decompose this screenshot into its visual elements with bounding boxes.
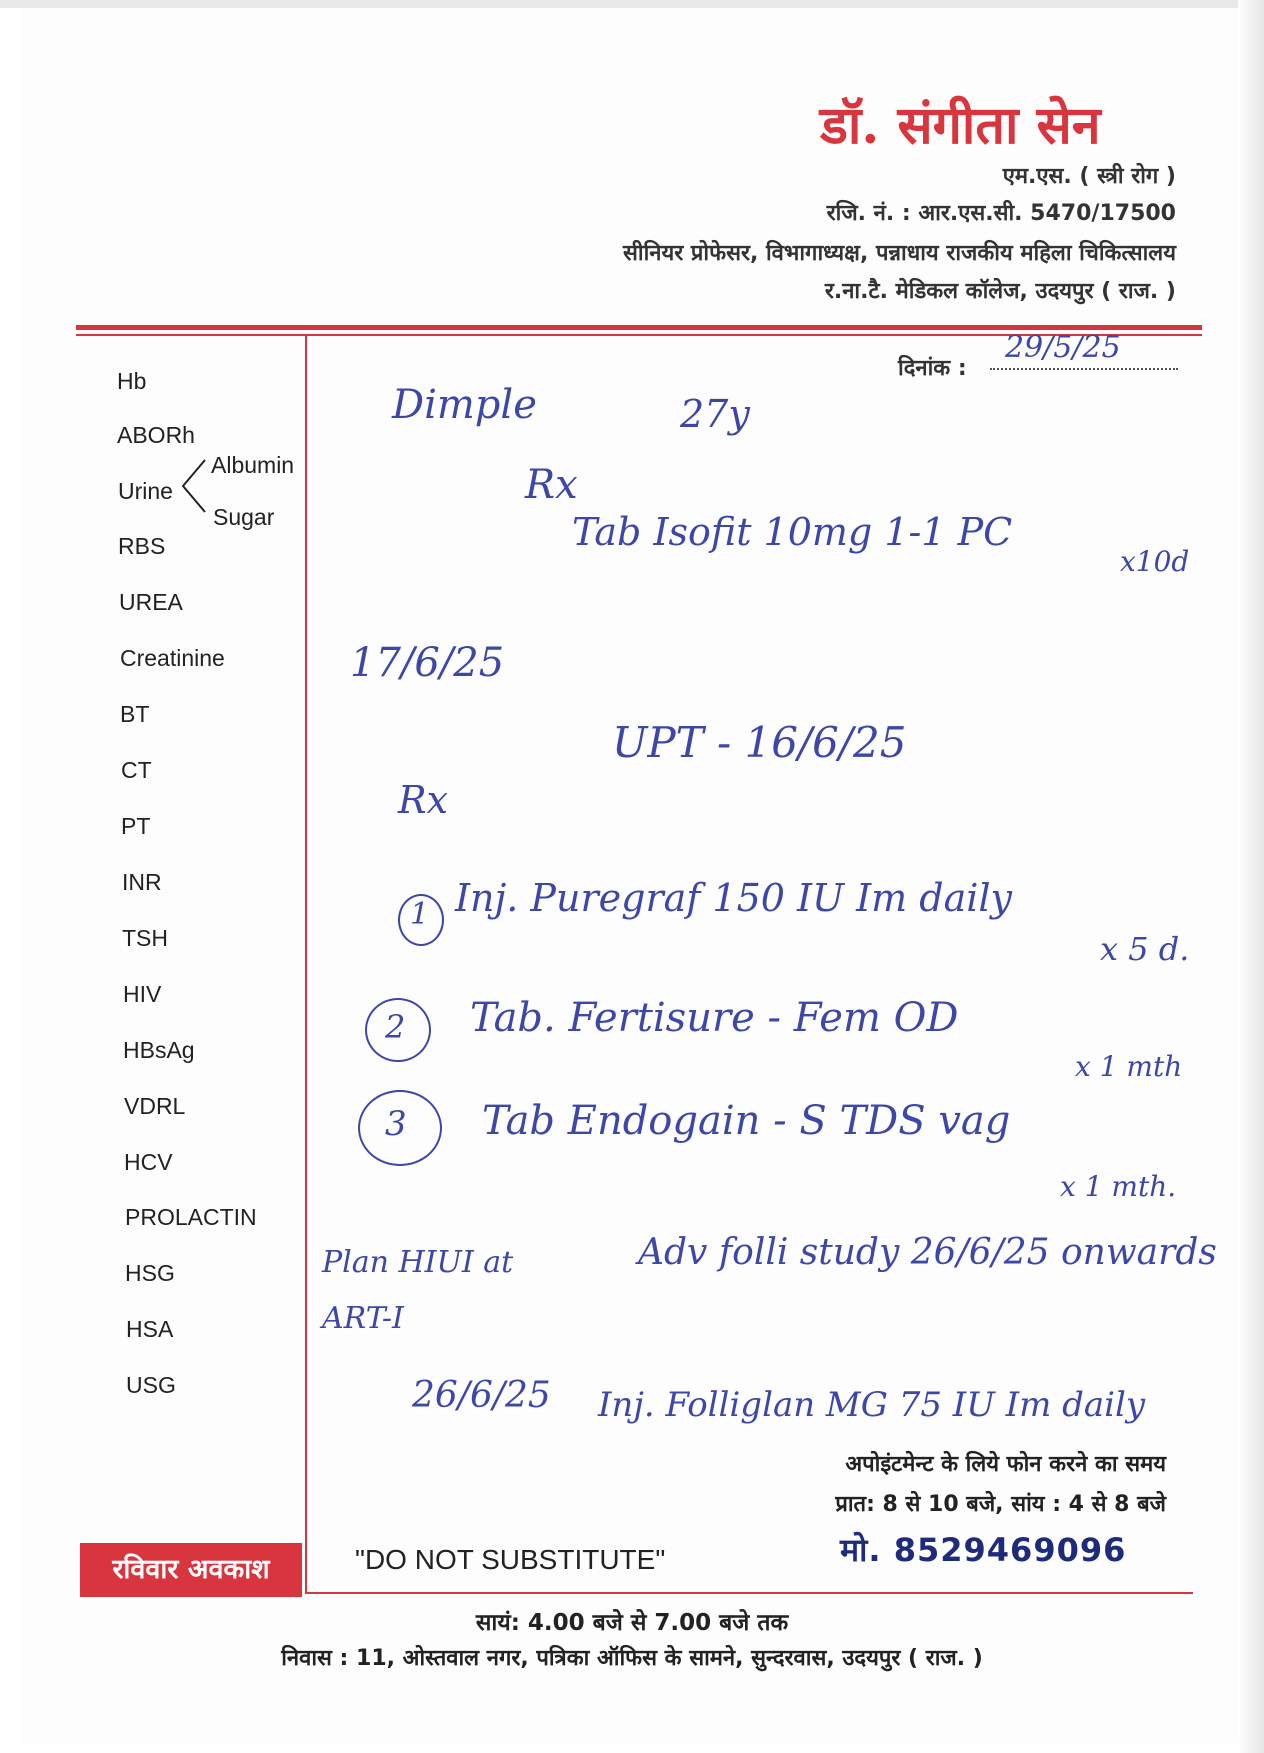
test-column-divider — [305, 336, 307, 1594]
item-1-duration: x 5 d. — [1100, 930, 1190, 968]
test-hb: Hb — [117, 368, 147, 394]
rx-symbol-2: Rx — [398, 778, 449, 822]
designation: सीनियर प्रोफेसर, विभागाध्यक्ष, पन्नाधाय राजकीय महिला चिकित्सालय — [623, 241, 1176, 266]
residence-address: निवास : 11, ओस्तवाल नगर, पत्रिका ऑफिस के सामने, सुन्दरवास, उदयपुर ( राज. ) — [281, 1646, 983, 1671]
scan-right-edge — [1238, 0, 1264, 1753]
do-not-substitute: "DO NOT SUBSTITUTE" — [355, 1544, 666, 1575]
registration-number: रजि. नं. : आर.एस.सी. 5470/17500 — [826, 201, 1176, 226]
date-line — [990, 368, 1178, 370]
test-hsa: HSA — [126, 1316, 174, 1342]
qualification: एम.एस. ( स्त्री रोग ) — [1002, 164, 1176, 189]
date-value: 29/5/25 — [1005, 330, 1121, 365]
test-creatinine: Creatinine — [120, 645, 225, 671]
doctor-name: डॉ. संगीता सेन — [820, 95, 1101, 156]
urine-bracket — [179, 456, 209, 516]
test-usg: USG — [126, 1372, 176, 1398]
item-2-duration: x 1 mth — [1075, 1050, 1183, 1083]
test-hbsag: HBsAg — [123, 1037, 195, 1063]
test-sugar: Sugar — [213, 504, 275, 530]
test-inr: INR — [122, 869, 162, 895]
upt-date: UPT - 16/6/25 — [612, 718, 907, 767]
patient-name: Dimple — [392, 382, 537, 428]
test-pt: PT — [121, 813, 151, 839]
handwritten-date-1: 17/6/25 — [350, 640, 505, 686]
advice-note: Adv folli study 26/6/25 onwards — [638, 1232, 1217, 1273]
item-1: Inj. Puregraf 150 IU Im daily — [455, 876, 1013, 920]
college-address: र.ना.टै. मेडिकल कॉलेज, उदयपुर ( राज. ) — [824, 279, 1176, 304]
rx-symbol: Rx — [525, 462, 578, 508]
injection-line: Inj. Folliglan MG 75 IU Im daily — [598, 1385, 1146, 1425]
test-urine: Urine — [118, 478, 173, 504]
mobile-number: मो. 8529469096 — [840, 1531, 1127, 1569]
item-2: Tab. Fertisure - Fem OD — [470, 995, 959, 1041]
scan-top-edge — [0, 0, 1264, 8]
test-hiv: HIV — [123, 981, 162, 1007]
item-2-number: 2 — [385, 1008, 406, 1046]
date-label: दिनांक : — [898, 356, 967, 381]
plan-note: Plan HIUI at ART-I — [322, 1245, 514, 1336]
test-prolactin: PROLACTIN — [125, 1204, 257, 1230]
item-3: Tab Endogain - S TDS vag — [482, 1098, 1011, 1144]
patient-age: 27y — [680, 392, 750, 436]
test-rbs: RBS — [118, 533, 166, 559]
test-hsg: HSG — [125, 1260, 175, 1286]
rx-line-1-duration: x10d — [1120, 545, 1190, 578]
test-ct: CT — [121, 757, 152, 783]
rx-line-1: Tab Isofit 10mg 1-1 PC — [572, 510, 1013, 554]
test-urea: UREA — [119, 589, 183, 615]
body-bottom-rule — [305, 1592, 1193, 1594]
appointment-heading: अपोइंटमेन्ट के लिये फोन करने का समय — [845, 1452, 1166, 1477]
test-bt: BT — [120, 701, 150, 727]
item-3-duration: x 1 mth. — [1060, 1170, 1177, 1203]
appointment-hours: प्रात: 8 से 10 बजे, सांय : 4 से 8 बजे — [835, 1492, 1166, 1517]
test-vdrl: VDRL — [124, 1093, 186, 1119]
item-1-number: 1 — [410, 897, 430, 932]
sunday-holiday-badge: रविवार अवकाश — [80, 1543, 302, 1597]
test-albumin: Albumin — [211, 452, 295, 478]
test-tsh: TSH — [122, 925, 168, 951]
test-hcv: HCV — [124, 1149, 173, 1175]
test-aborh: ABORh — [117, 422, 195, 448]
evening-timing: सायं: 4.00 बजे से 7.00 बजे तक — [475, 1610, 789, 1636]
item-3-number: 3 — [385, 1104, 407, 1144]
handwritten-date-2: 26/6/25 — [412, 1375, 551, 1416]
